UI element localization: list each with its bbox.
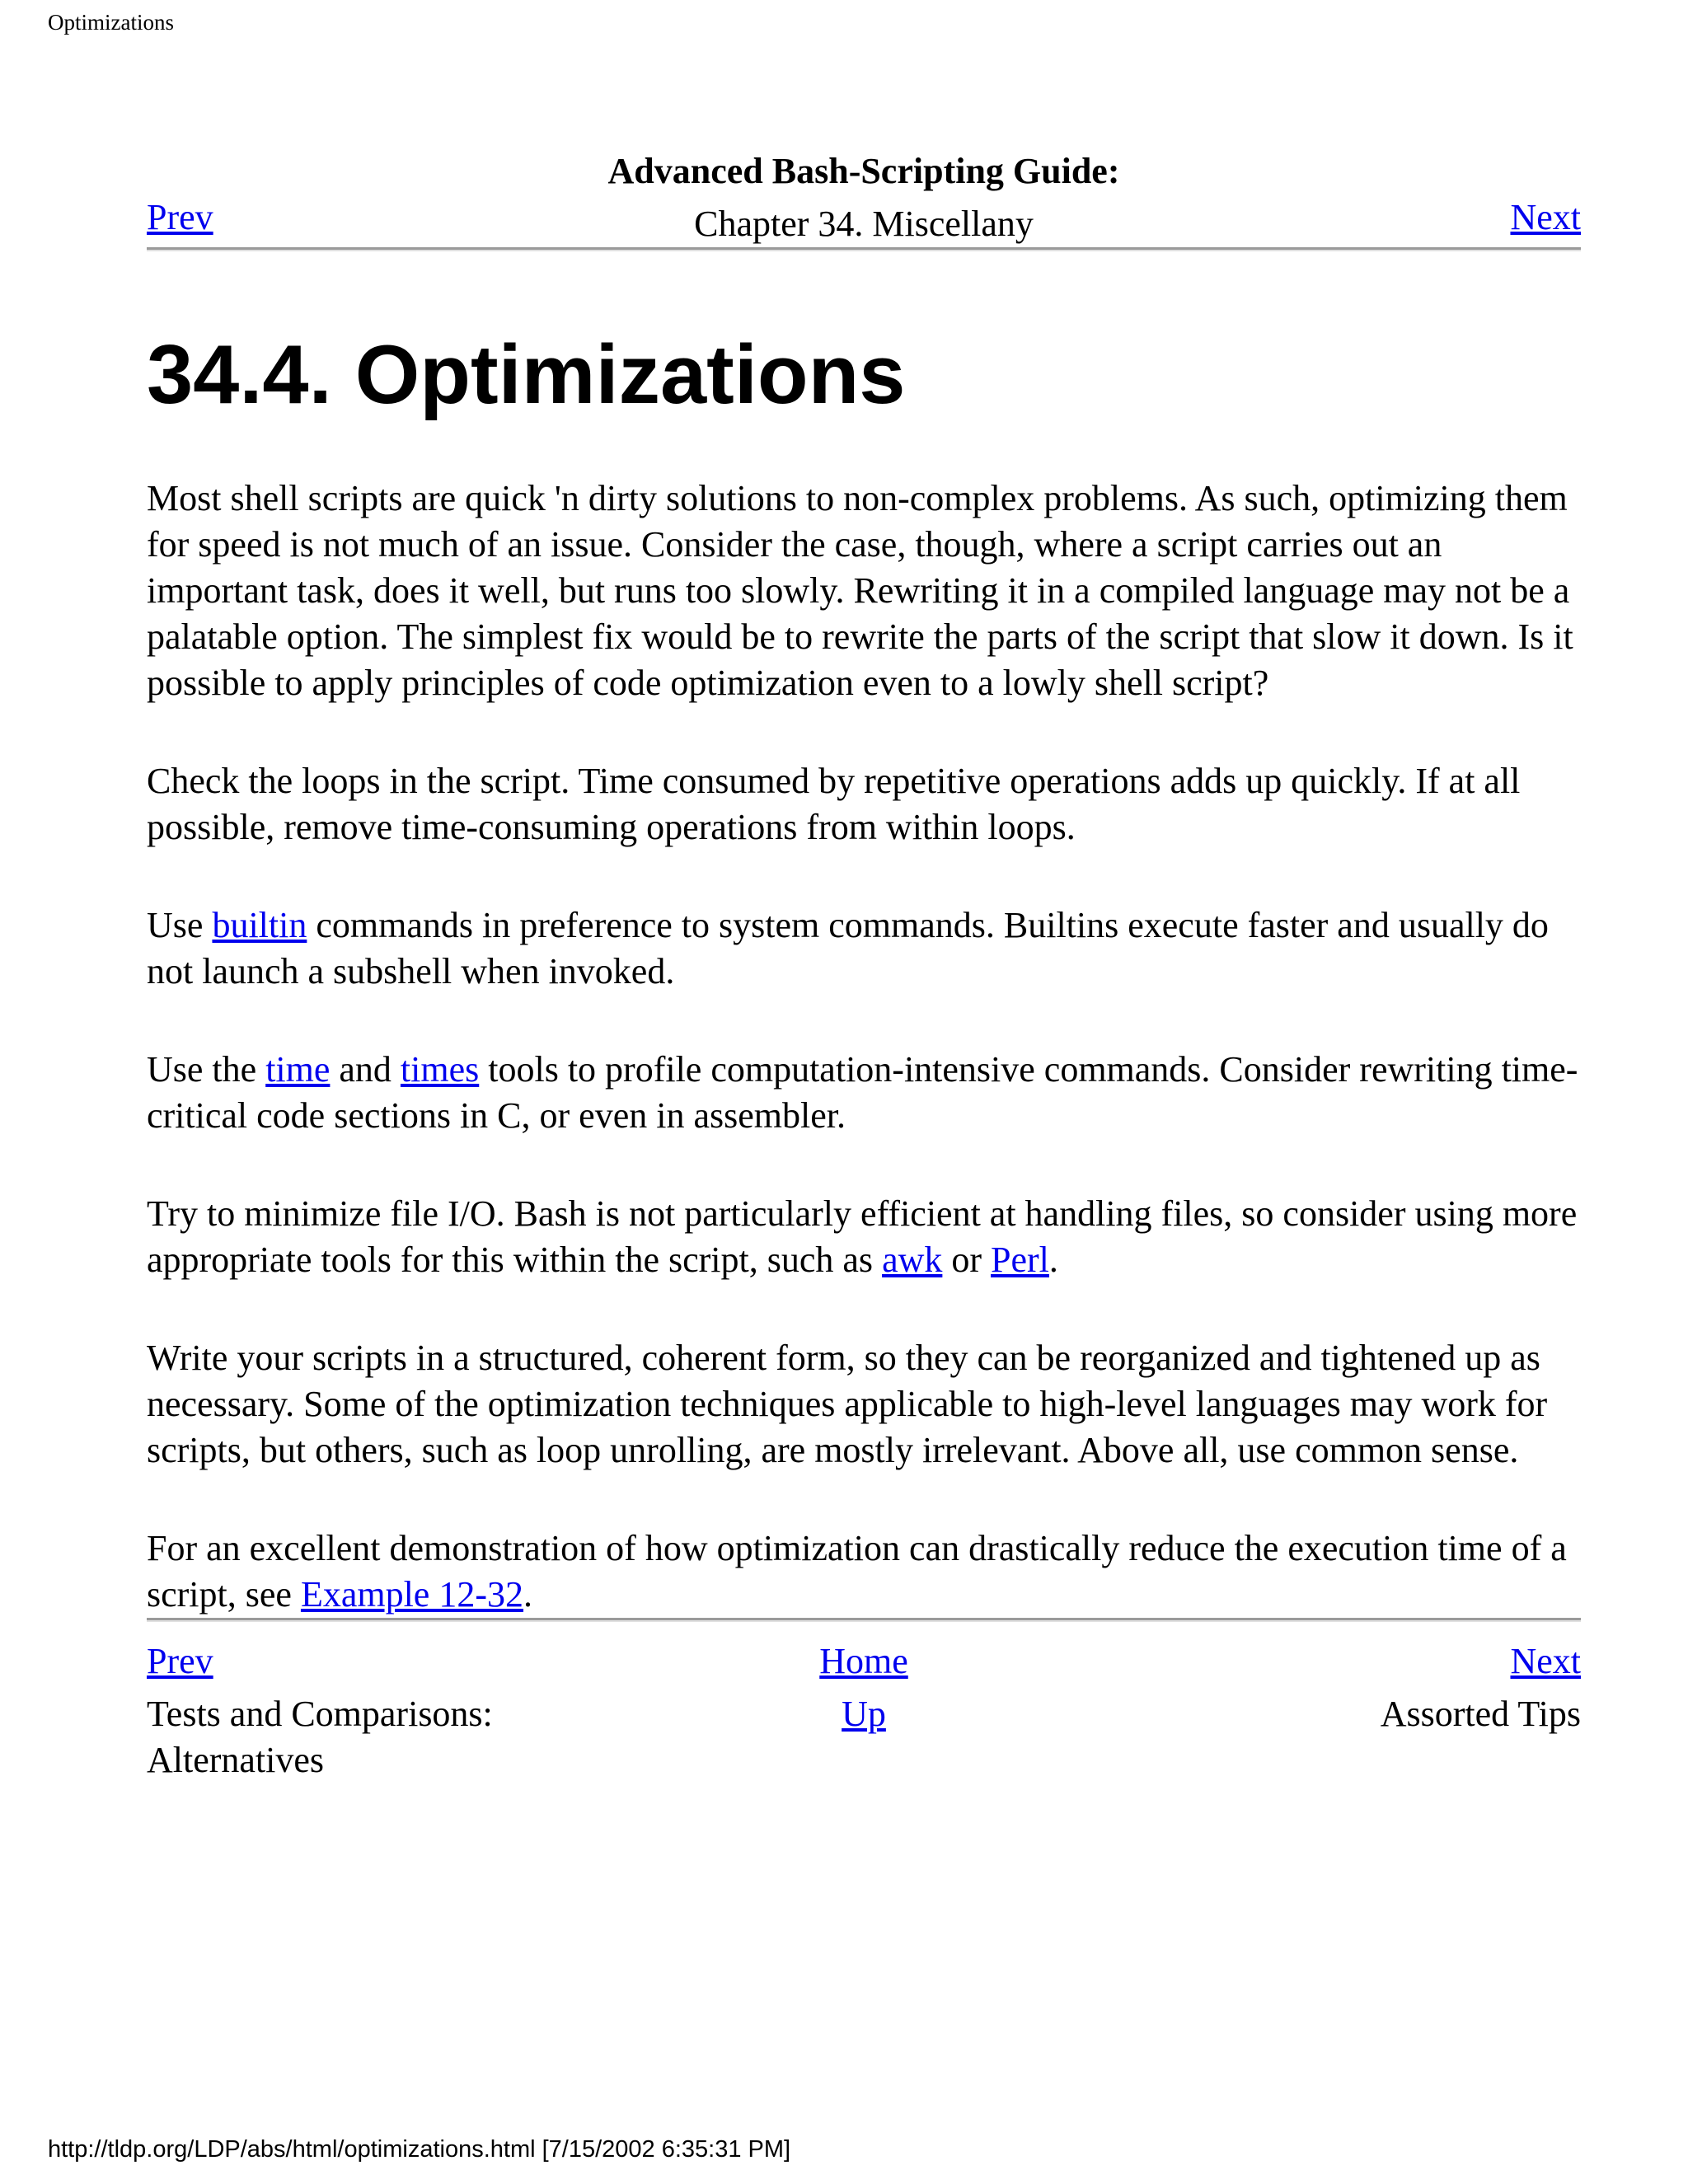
section-body xyxy=(147,476,1581,1618)
section-title: 34.4. Optimizations xyxy=(147,329,906,421)
builtin-link[interactable]: builtin xyxy=(212,905,307,945)
paragraph-example: For an excellent demonstration of how optimization can drastically reduce the execution time of a script, see Example 12-32. xyxy=(147,1528,1567,1615)
paragraph-profiling: Use the time and times tools to profile computation-intensive commands. Consider rewriting time-critical code sections in C, or even in assembler. xyxy=(147,1049,1578,1136)
print-header-title: Optimizations xyxy=(48,10,174,35)
paragraph-file-io: Try to minimize file I/O. Bash is not particularly efficient at handling files, so consider using more appropriate tools for this within the script, such as awk or Perl. xyxy=(147,1193,1578,1280)
prev-link-bottom[interactable]: Prev xyxy=(147,1641,213,1681)
next-page-title: Assorted Tips xyxy=(1380,1694,1581,1734)
home-link[interactable]: Home xyxy=(819,1641,908,1681)
prev-link-top[interactable]: Prev xyxy=(147,197,213,237)
page-content xyxy=(147,148,1581,1780)
print-footer-url: http://tldp.org/LDP/abs/html/optimizations.html [7/15/2002 6:35:31 PM] xyxy=(48,2136,791,2163)
perl-link[interactable]: Perl xyxy=(991,1240,1049,1280)
next-link-top[interactable]: Next xyxy=(1510,197,1581,237)
footer-divider xyxy=(147,1618,1581,1622)
paragraph-builtins: Use builtin commands in preference to system commands. Builtins execute faster and usually do not launch a subshell when invoked. xyxy=(147,905,1549,991)
times-link[interactable]: times xyxy=(400,1049,480,1090)
chapter-title: Chapter 34. Miscellany xyxy=(694,204,1034,244)
up-link[interactable]: Up xyxy=(842,1694,886,1734)
next-link-bottom[interactable]: Next xyxy=(1510,1641,1581,1681)
time-link[interactable]: time xyxy=(265,1049,331,1090)
guide-title: Advanced Bash-Scripting Guide: xyxy=(607,151,1120,191)
paragraph-loops: Check the loops in the script. Time consumed by repetitive operations adds up quickly. If at all possible, remove time-consuming operations from within loops. xyxy=(147,761,1521,847)
header-divider xyxy=(147,247,1581,251)
awk-link[interactable]: awk xyxy=(882,1240,943,1280)
footer-navigation xyxy=(147,1638,1581,1780)
prev-page-title: Tests and Comparisons: Alternatives xyxy=(147,1694,493,1780)
example-12-32-link[interactable]: Example 12-32 xyxy=(300,1574,523,1615)
paragraph-structure: Write your scripts in a structured, coherent form, so they can be reorganized and tightened up as necessary. Some of the optimization techniques applicable to high-level languages may work for scripts, but others, such as loop unrolling, are mostly irrelevant. Above all, use common sense. xyxy=(147,1338,1548,1470)
paragraph-intro: Most shell scripts are quick 'n dirty solutions to non-complex problems. As such, optimizing them for speed is not much of an issue. Consider the case, though, where a script carries out an important task, does it well, but runs too slowly. Rewriting it in a compiled language may not be a palatable option. The simplest fix would be to rewrite the parts of the script that slow it down. Is it possible to apply principles of code optimization even to a lowly shell script? xyxy=(147,478,1573,703)
top-navigation-header xyxy=(147,148,1581,247)
